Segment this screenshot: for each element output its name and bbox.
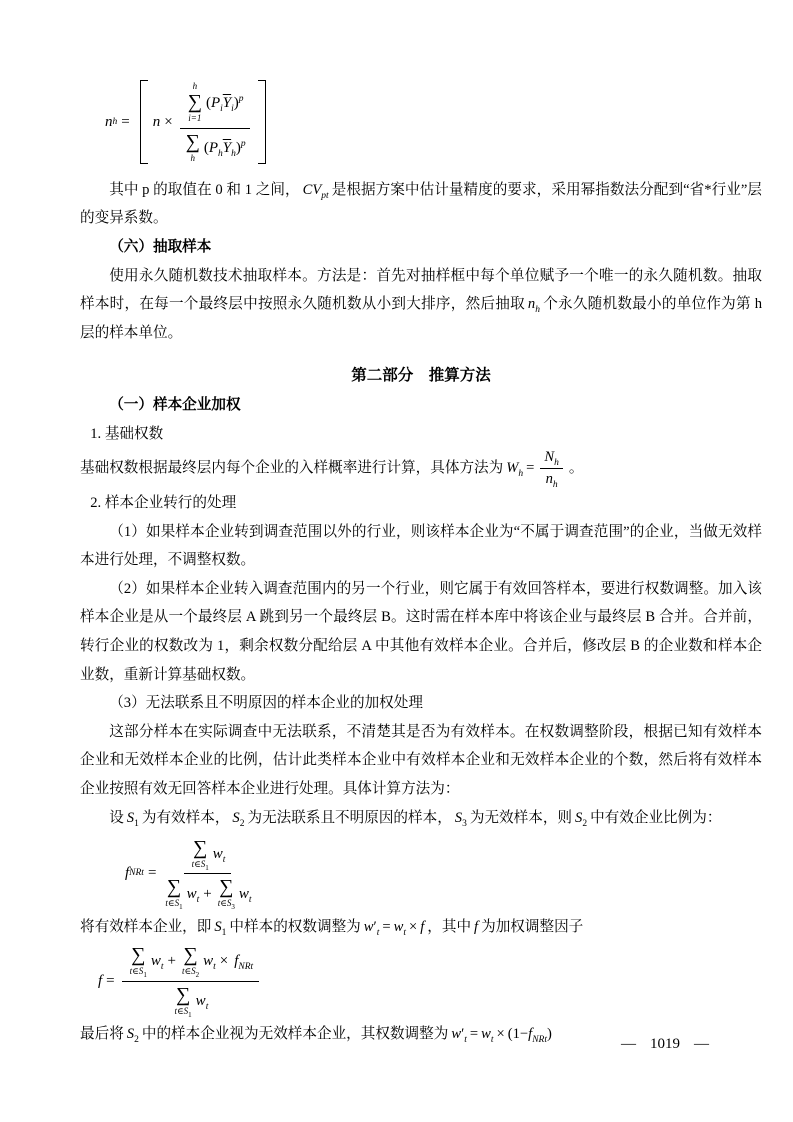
var-S1: S [126,809,135,826]
var-f-nr-sub: NRt [532,1034,547,1045]
times-sign: × [496,1025,505,1042]
text-segment: 中有效企业比例为： [590,809,722,826]
page-footer [621,1036,709,1053]
text-segment: 最后将 [80,1025,124,1042]
sigma-icon: ∑ [183,944,198,967]
paragraph-case2: （2）如果样本企业转入调查范围内的另一个行业，则它属于有效回答样本，要进行权数调整。加入该样本企业是从一个最终层 A 跳到另一个最终层 B。这时需在样本库中将该企业与最终层 B 合并。合并前，转行企业的权数改为 1，剩余权数分配给层 A 中其他有效样本企业。合并后，修改层 B 的企业数和样本企业数，重新计算基础权数。 [80,580,762,683]
formula-fnr-denominator [163,874,252,912]
sum-symbol [188,81,202,125]
sum-lower-limit: $t\in S_1$ [165,898,183,912]
var-f: f [420,918,425,935]
var-w-sub: t [213,962,216,973]
paren: ) [233,94,239,111]
text-segment: 中样本的权数调整为 [229,918,361,935]
inline-fraction [540,448,562,489]
formula-nh-denominator [184,129,246,164]
close-bracket [258,80,266,164]
numerator-expression [150,952,164,973]
prime-mark: ′ [461,1025,465,1042]
paren: ) [235,139,241,156]
formula-f [98,944,762,1017]
times-sign: × [164,113,173,130]
var-w-sub: t [196,894,200,905]
formula-nh-fraction [180,80,250,164]
sum-lower-limit: i=1 [188,113,202,124]
part2-heading: 第二部分 推算方法 [351,367,491,385]
formula-fnr-lhs: f [125,865,130,882]
open-bracket [140,80,148,164]
text-segment: 个永久随机数最小的单位作为第 h 层的样本单位。 [80,296,762,341]
page-content [80,74,762,1048]
sum-symbol [165,876,183,912]
paragraph-cv [80,176,762,233]
var-w: w [212,846,223,863]
equals-sign: = [526,459,535,476]
var-w-sub: t [222,855,226,866]
var-S1: S [214,918,222,935]
sum-symbol [175,985,192,1017]
text-segment: 设 [109,809,124,826]
var-w: w [150,953,161,970]
var-W-sub: h [518,468,524,479]
paragraph-sets [80,804,762,833]
sum-lower-limit: $t\in S_1$ [129,966,147,980]
plus-sign: + [167,953,176,970]
denominator-expression [204,139,246,157]
var-S2-sub: 2 [582,818,588,829]
item-base-weight: 1. 基础权数 [90,425,164,442]
var-S2-sub: 2 [134,1034,139,1045]
var-w-sub: t [160,962,164,973]
var-W: W [506,459,519,476]
times-sign: × [408,918,418,935]
var-N-sub: h [554,458,559,468]
numerator-expression [234,952,254,973]
var-CV: CV [302,181,322,198]
sigma-icon: ∑ [185,130,200,153]
formula-fnr: f NRt = ∑ $t\in S_1$ $w_t$ ∑ $t\in S_1$ $w_t$ + ∑ $t\in S_3$ $w_t$ [125,837,252,912]
sigma-icon: ∑ [219,876,234,899]
equals-sign: = [147,865,157,882]
sum-lower-limit: $t\in S_2$ [181,966,200,980]
text-segment: 为无效样本，则 [469,809,573,826]
var-n-sub: h [552,479,558,490]
var-Ybar: $\overline{Y}$ [222,139,232,156]
sum-lower-limit: h [190,152,195,163]
sum-symbol [181,944,200,980]
numerator-expression [203,952,216,973]
var-Y-sub: i [231,103,234,114]
formula-f-lhs: f [98,972,103,989]
formula-f-numerator [122,944,260,981]
paren: ( [205,94,211,111]
var-f-nr: f [528,1025,533,1042]
formula-nh-lhs: n [105,113,113,130]
var-P: P [210,94,221,111]
var-f: f [474,918,479,935]
open-paren: (1− [507,1025,529,1042]
equals-sign: = [106,972,115,989]
var-w-sub: t [490,1034,494,1045]
text-segment: 中的样本企业视为无效样本企业，其权数调整为 [141,1025,449,1042]
formula-nh-numerator [180,80,250,129]
text-segment: 将有效样本企业，即 [80,918,212,935]
sigma-icon: ∑ [187,91,202,114]
formula-f-denominator [173,982,209,1017]
sum-lower-limit: $t\in S_1$ [174,1005,192,1019]
times-sign: × [219,953,229,970]
var-w-sub: t [464,1034,467,1045]
denominator-expression [239,885,252,903]
sum-symbol [129,944,147,980]
power-p: p [238,93,244,104]
formula-fnr-numerator [184,837,232,874]
heading-section-one: （一）样本企业加权 [109,396,241,413]
var-w: w [186,885,197,902]
paragraph-prn [80,262,762,348]
numerator-expression [212,845,226,866]
var-w-prime: w [363,918,374,935]
formula-nh-coef: n [152,113,161,130]
fraction-denominator [546,469,558,489]
var-Y-sub: h [231,148,236,159]
var-w: w [393,918,404,935]
var-w-sub: t [403,927,406,938]
var-n: n [527,296,536,313]
text-segment: 是根据方案中估计量精度的要求，采用幂指数法分配到“省*行业”层的变异系数。 [80,181,762,227]
var-S2-sub: 2 [239,818,245,829]
text-segment: ，其中 [427,918,472,935]
equals-sign: = [121,113,130,130]
var-w: w [195,992,206,1009]
power-p: p [240,138,246,149]
plus-sign: + [203,885,212,902]
paragraph-unknown: 这部分样本在实际调查中无法联系，不清楚其是否为有效样本。在权数调整阶段，根据已知有效样本企业和无效样本企业的比例，估计此类样本企业中有效样本企业和无效样本企业的个数，然后将有效样本企业按照有效无回答样本企业进行处理。具体计算方法为： [80,723,762,797]
formula-nh: n h = n × h ∑ i=1 $(P_i\overline{Y}_i)^p$ ∑ h $(P_h\overline{Y}_h)^p$ [105,80,762,164]
var-P: P [208,139,219,156]
var-n-sub: h [535,305,540,316]
var-Ybar: $\overline{Y}$ [222,94,232,111]
denominator-expression [187,885,200,903]
equals-sign: = [382,918,391,935]
var-S3-sub: 3 [462,818,467,829]
var-S1-sub: 1 [134,818,139,829]
sigma-icon: ∑ [131,944,146,967]
var-S1-sub: 1 [221,927,227,938]
paren: ( [203,139,209,156]
heading-section-six: （六）抽取样本 [109,238,212,255]
footer-dash-right: — [694,1036,709,1052]
var-P-sub: h [218,148,223,159]
var-w-sub: t [376,927,380,938]
paragraph-case1: （1）如果样本企业转到调查范围以外的行业，则该样本企业为“不属于调查范围”的企业，当做无效样本进行处理，不调整权数。 [80,523,762,569]
var-S2: S [232,809,240,826]
fraction-numerator [540,448,562,469]
sigma-icon: ∑ [175,983,191,1006]
var-w-prime: w [451,1025,462,1042]
text-segment: 为有效样本， [141,809,230,826]
var-N: N [544,449,555,466]
var-w-sub: t [205,1001,209,1012]
sum-lower-limit: $t\in S_3$ [217,898,235,912]
sum-upper-limit: h [192,81,198,91]
numerator-expression [206,94,244,112]
formula-f-fraction [122,944,260,1017]
var-S2: S [126,1025,135,1042]
var-f-nr: f [234,953,239,970]
text-segment: 使用永久随机数技术抽取样本。方法是：首先对抽样框中每个单位赋予一个唯一的永久随机数。抽取样本时，在每一个最终层中按照永久随机数从小到大排序，然后抽取 [80,267,762,313]
var-f-nr-sub: NRt [238,962,254,973]
sum-symbol [186,132,200,164]
text-segment: 基础权数根据最终层内每个企业的入样概率进行计算，具体方法为 [80,459,504,476]
var-S2: S [575,809,583,826]
prime-mark: ′ [373,918,377,935]
var-S3: S [454,809,463,826]
text-segment: 其中 p 的取值在 0 和 1 之间， [109,181,300,198]
page-number: 1019 [650,1036,680,1052]
var-w: w [481,1025,491,1042]
item-transfer: 2. 样本企业转行的处理 [90,495,237,512]
var-w: w [203,953,214,970]
var-w-sub: t [248,894,252,905]
paragraph-weight [80,448,762,489]
equals-sign: = [469,1025,479,1042]
sigma-icon: ∑ [193,837,208,860]
var-w: w [238,885,249,902]
var-P-sub: i [220,103,223,114]
var-n: n [545,471,553,488]
paragraph-adjust [80,913,762,942]
sum-symbol [192,838,209,870]
paragraph-case3: （3）无法联系且不明原因的样本企业的加权处理 [109,695,423,712]
denominator-expression [196,992,209,1010]
text-segment: 。 [568,459,584,476]
footer-dash-left: — [621,1036,636,1052]
sum-lower-limit: $t\in S_1$ [191,859,209,872]
text-segment: 为无法联系且不明原因的样本， [247,809,452,826]
var-CV-sub: pt [321,190,329,201]
formula-fnr-fraction [163,837,251,910]
sum-symbol [217,876,235,912]
close-paren: ) [546,1025,552,1042]
text-segment: 为加权调整因子 [481,918,584,935]
sigma-icon: ∑ [166,876,182,899]
